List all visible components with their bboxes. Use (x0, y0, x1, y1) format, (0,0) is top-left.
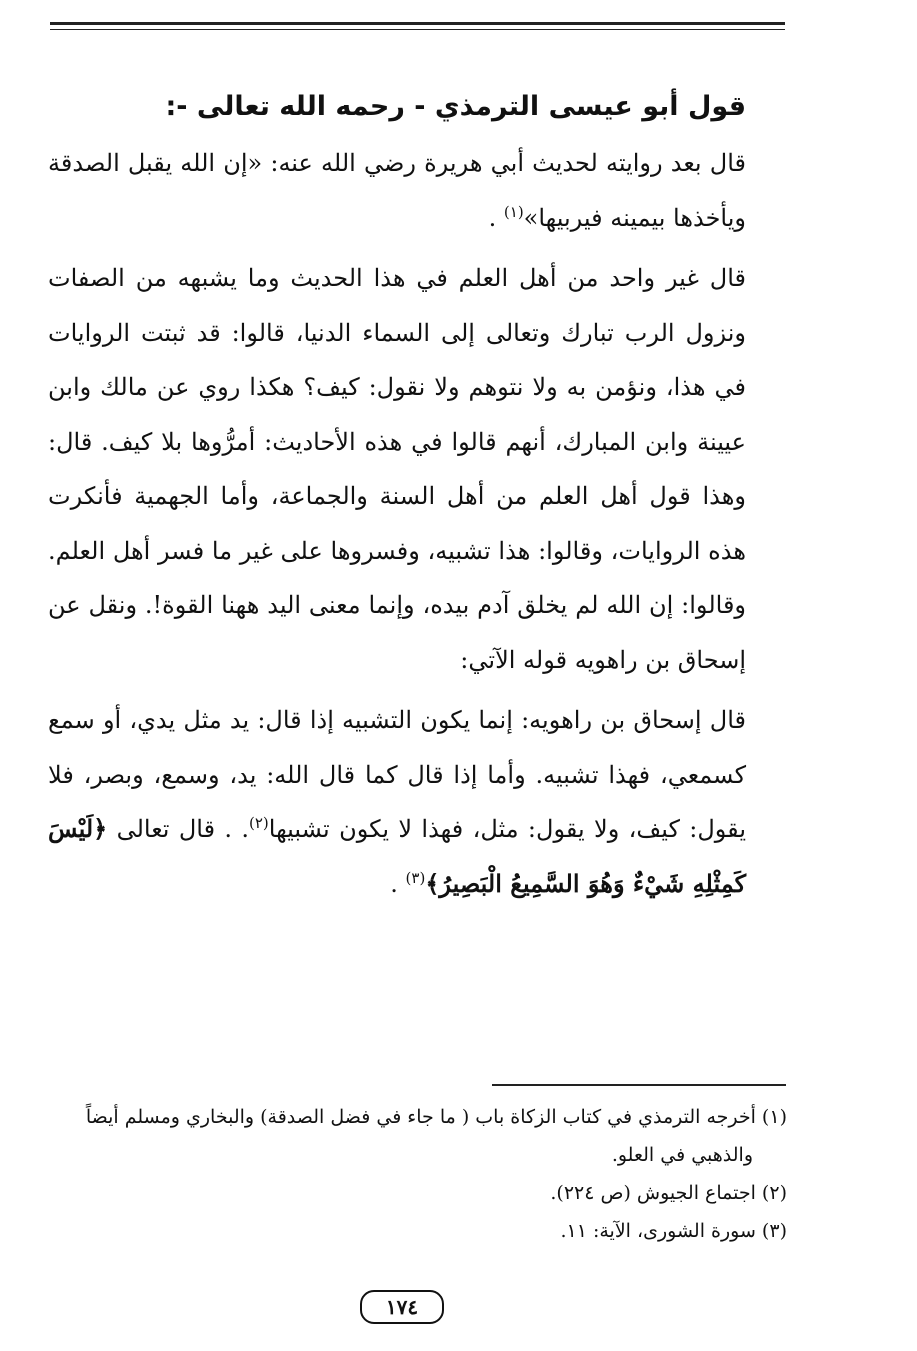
footnote-1-continued: والذهبي في العلو. (611, 1144, 753, 1166)
footnote-1: (١) أخرجه الترمذي في كتاب الزكاة باب ( ما جاء في فضل الصدقة) والبخاري ومسلم أيضاً (85, 1106, 787, 1128)
footnote-separator (492, 1084, 786, 1086)
footnote-ref-3[interactable]: (٣) (405, 868, 426, 887)
section-heading: قول أبو عيسى الترمذي - رحمه الله تعالى -: (165, 91, 746, 122)
paragraph-hadith (48, 136, 786, 245)
header-rule-thick (50, 22, 785, 25)
footnote-3: (٣) سورة الشورى، الآية: ١١. (560, 1220, 787, 1242)
paragraph-ishaq-end: . (390, 869, 398, 898)
header-rule-thin (50, 29, 785, 30)
paragraph-ishaq-mid: . . قال تعالى (116, 815, 249, 843)
page-number: ١٧٤ (360, 1290, 444, 1324)
paragraph-hadith-text: قال بعد روايته لحديث أبي هريرة رضي الله عنه: «إن الله يقبل الصدقة ويأخذها بيمينه فيربيها» (48, 149, 746, 232)
footnotes (52, 1098, 787, 1250)
paragraph-ishaq (48, 693, 786, 911)
page-body (48, 84, 786, 911)
footnote-2: (٢) اجتماع الجيوش (ص ٢٢٤). (550, 1182, 787, 1204)
paragraph-scholars (48, 251, 786, 687)
quran-verse: ﴿لَيْسَ كَمِثْلِهِ شَيْءٌ وَهُوَ السَّمِيعُ الْبَصِيرُ﴾ (48, 814, 746, 898)
paragraph-scholars-text: قال غير واحد من أهل العلم في هذا الحديث وما يشبهه من الصفات ونزول الرب تبارك وتعالى إلى السماء الدنيا، قالوا: قد ثبتت الروايات في هذا، ونؤمن به ولا نتوهم ولا نقول: كيف؟ هكذا روي عن مالك وابن عيينة وابن المبارك، أنهم قالوا في هذه الأحاديث: أمرُّوها بلا كيف. قال: وهذا قول أهل العلم من أهل السنة والجماعة، وأما الجهمية فأنكرت هذه الروايات، وقالوا: هذا تشبيه، وفسروها على غير ما فسر أهل العلم. وقالوا: إن الله لم يخلق آدم بيده، وإنما معنى اليد ههنا القوة!. ونقل عن إسحاق بن راهويه قوله الآتي: (48, 264, 746, 674)
footnote-ref-2[interactable]: (٢) (249, 814, 269, 832)
footnote-ref-1[interactable]: (١) (503, 202, 524, 221)
paragraph-hadith-end: . (488, 203, 497, 232)
paragraph-ishaq-text: قال إسحاق بن راهويه: إنما يكون التشبيه إذا قال: يد مثل يدي، أو سمع كسمعي، فهذا تشبيه. وأما إذا قال كما قال الله: يد، وسمع، وبصر، فلا يقول: كيف، ولا يقول: مثل، فهذا لا يكون تشبيها (48, 706, 746, 843)
